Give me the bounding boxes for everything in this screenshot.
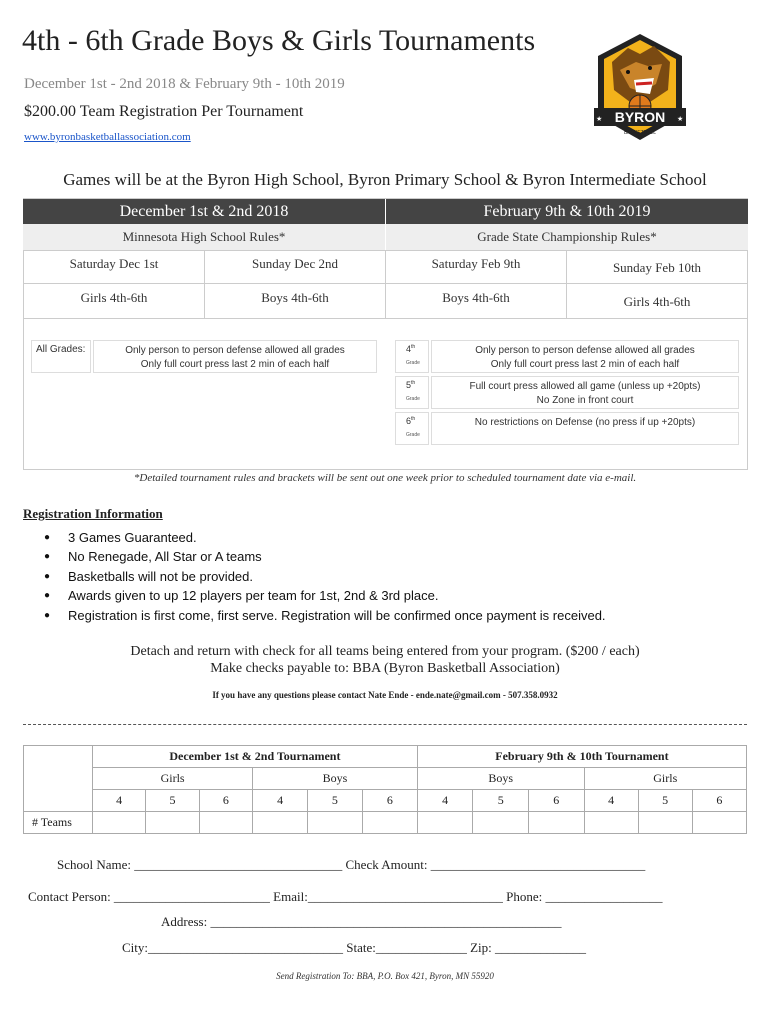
team-count-input[interactable]: [199, 812, 252, 834]
logo-text: BYRON: [614, 109, 666, 125]
grade-6-label: 6th Grade: [395, 412, 429, 445]
website-link[interactable]: www.byronbasketballassociation.com: [24, 131, 191, 143]
grade-cell: 5: [473, 790, 529, 812]
send-to-address: Send Registration To: BBA, P.O. Box 421, Byron, MN 55920: [276, 971, 494, 981]
list-item: ● No Renegade, All Star or A teams: [44, 547, 606, 566]
rule-line: Only full court press last 2 min of each half: [490, 359, 680, 370]
list-item: ● 3 Games Guaranteed.: [44, 528, 606, 547]
grade-cell: 5: [146, 790, 199, 812]
grade-6-rules: [431, 412, 739, 445]
rules-footnote: *Detailed tournament rules and brackets will be sent out one week prior to scheduled tournament date via e-mail.: [133, 472, 637, 484]
list-item: ● Registration is first come, first serve. Registration will be confirmed once payment is received.: [44, 606, 606, 625]
address-field[interactable]: Address: ______________________________________________________: [161, 914, 562, 929]
team-count-input[interactable]: [473, 812, 529, 834]
team-count-input[interactable]: [692, 812, 746, 834]
rule-line: Only person to person defense allowed all grades: [475, 345, 695, 356]
grade-cell: 4: [93, 790, 146, 812]
february-group-1: Boys 4th-6th: [385, 283, 567, 319]
detach-instructions: Detach and return with check for all teams being entered from your program. ($200 / each): [130, 644, 640, 659]
december-rules: Minnesota High School Rules*: [23, 224, 385, 250]
page-title: 4th - 6th Grade Boys & Girls Tournaments: [22, 24, 536, 57]
grade-5-label: 5th Grade: [395, 376, 429, 409]
list-item: ● Awards given to up 12 players per team for 1st, 2nd & 3rd place.: [44, 586, 606, 605]
february-day-2: Sunday Feb 10th: [566, 250, 748, 284]
rule-line: Only full court press last 2 min of each half: [140, 359, 330, 370]
december-heading: December 1st & 2nd 2018: [23, 199, 385, 224]
logo-subtext: BASKETBALL: [624, 130, 656, 136]
team-count-input[interactable]: [528, 812, 584, 834]
all-grades-rules: [93, 340, 377, 373]
grade-cell: 6: [528, 790, 584, 812]
december-group-1: Girls 4th-6th: [23, 283, 205, 319]
star-icon: ★: [596, 115, 603, 123]
team-count-input[interactable]: [417, 812, 473, 834]
team-count-input[interactable]: [584, 812, 638, 834]
team-count-input[interactable]: [253, 812, 308, 834]
rule-line: Only person to person defense allowed all grades: [125, 345, 345, 356]
payable-to: Make checks payable to: BBA (Byron Basketball Association): [210, 661, 560, 676]
cut-line: [23, 724, 747, 725]
team-count-input[interactable]: [638, 812, 692, 834]
feb-tournament-heading: February 9th & 10th Tournament: [417, 746, 746, 768]
grade-cell: 4: [253, 790, 308, 812]
venue-info: Games will be at the Byron High School, Byron Primary School & Byron Intermediate School: [63, 170, 707, 189]
february-heading: February 9th & 10th 2019: [386, 199, 748, 224]
grade-4-label: 4th Grade: [395, 340, 429, 373]
tournament-dates: December 1st - 2nd 2018 & February 9th - 10th 2019: [24, 76, 345, 92]
december-day-2: Sunday Dec 2nd: [204, 250, 386, 284]
byron-logo: [590, 32, 690, 146]
team-count-input[interactable]: [308, 812, 363, 834]
grade-cell: 6: [692, 790, 746, 812]
december-group-2: Boys 4th-6th: [204, 283, 386, 319]
february-group-2: Girls 4th-6th: [566, 283, 748, 319]
team-count-input[interactable]: [146, 812, 199, 834]
rule-line: No Zone in front court: [536, 395, 634, 406]
city-state-zip-field[interactable]: City:______________________________ State:______________ Zip: ______________: [122, 940, 587, 955]
group-cell: Girls: [584, 768, 746, 790]
grade-cell: 5: [308, 790, 363, 812]
grade-cell: 5: [638, 790, 692, 812]
registration-list: [44, 528, 606, 625]
contact-info: If you have any questions please contact Nate Ende - ende.nate@gmail.com - 507.358.0932: [212, 690, 558, 700]
team-count-input[interactable]: [93, 812, 146, 834]
blank-cell: [24, 746, 93, 812]
registration-heading: Registration Information: [23, 506, 163, 521]
february-day-1: Saturday Feb 9th: [385, 250, 567, 284]
group-cell: Boys: [417, 768, 584, 790]
grade-cell: 6: [362, 790, 417, 812]
grade-cell: 4: [584, 790, 638, 812]
grade-cell: 6: [199, 790, 252, 812]
grade-5-rules: [431, 376, 739, 409]
rule-line: Full court press allowed all game (unless up +20pts): [469, 381, 701, 392]
team-count-table: [23, 745, 747, 834]
group-cell: Boys: [253, 768, 418, 790]
contact-person-field[interactable]: Contact Person: ________________________ Email:______________________________ Phone: __________________: [28, 889, 663, 904]
group-cell: Girls: [93, 768, 253, 790]
december-day-1: Saturday Dec 1st: [23, 250, 205, 284]
february-rules: Grade State Championship Rules*: [386, 224, 748, 250]
grade-cell: 4: [417, 790, 473, 812]
grade-4-rules: [431, 340, 739, 373]
dec-tournament-heading: December 1st & 2nd Tournament: [93, 746, 418, 768]
team-count-input[interactable]: [362, 812, 417, 834]
list-item: ● Basketballs will not be provided.: [44, 567, 606, 586]
all-grades-label: All Grades:: [31, 340, 91, 373]
star-icon: ★: [677, 115, 684, 123]
teams-row-label: # Teams: [24, 812, 93, 834]
registration-fee: $200.00 Team Registration Per Tournament: [24, 103, 304, 120]
school-name-field[interactable]: School Name: ________________________________ Check Amount: _________________________________: [57, 857, 646, 872]
rule-line: No restrictions on Defense (no press if up +20pts): [474, 417, 696, 428]
